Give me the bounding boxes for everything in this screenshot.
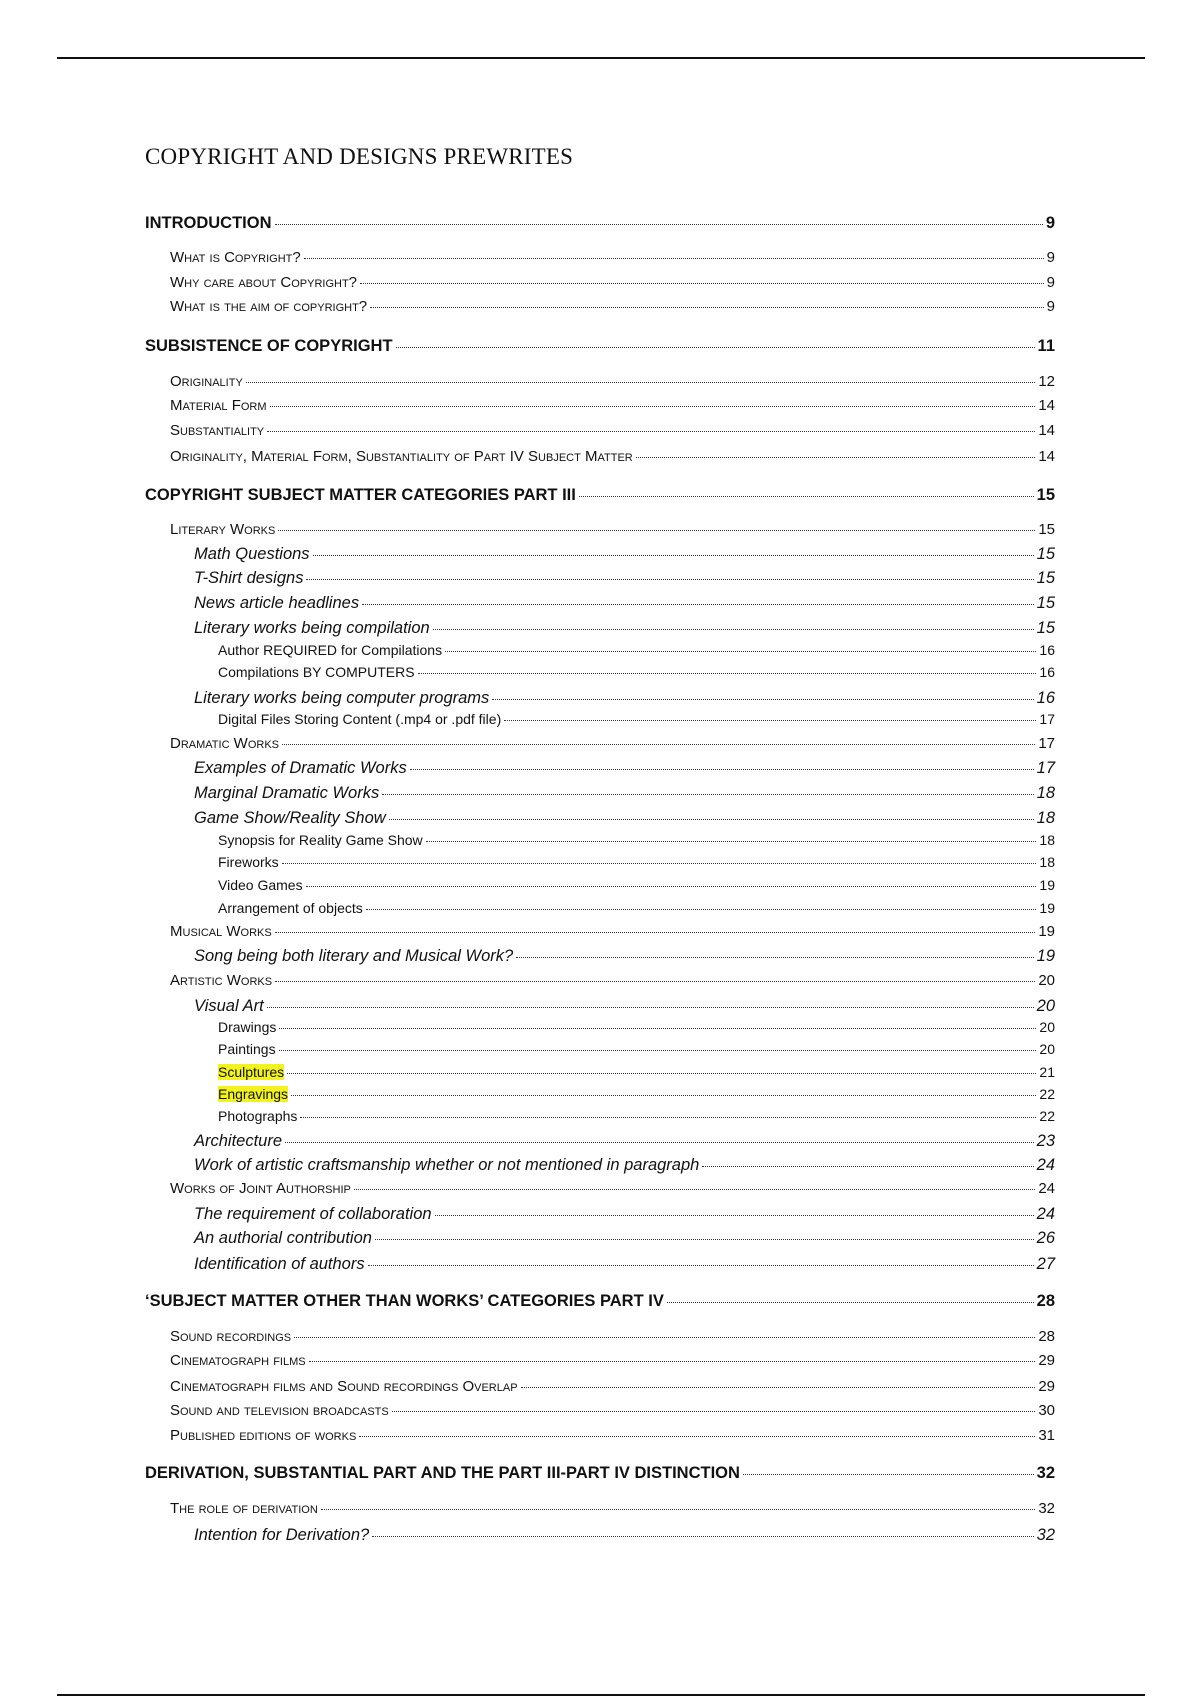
toc-entry[interactable] <box>145 1526 1055 1545</box>
dot-leader <box>426 841 1037 842</box>
dot-leader <box>300 1117 1036 1118</box>
toc-entry-label: Compilations BY COMPUTERS <box>218 664 415 680</box>
dot-leader <box>275 981 1035 982</box>
toc-entry-page: 19 <box>1038 923 1055 940</box>
dot-leader <box>360 283 1044 284</box>
toc-entry[interactable] <box>145 997 1055 1016</box>
dot-leader <box>667 1302 1034 1303</box>
toc-entry-page: 32 <box>1038 1500 1055 1517</box>
dot-leader <box>275 224 1043 225</box>
toc-entry-label: Digital Files Storing Content (.mp4 or .pdf file) <box>218 711 502 727</box>
toc-entry-page: 24 <box>1036 1205 1055 1223</box>
dot-leader <box>267 431 1035 432</box>
dot-leader <box>278 530 1035 531</box>
toc-entry-label: Material Form <box>170 397 267 414</box>
toc-entry-label: Sound and television broadcasts <box>170 1402 389 1419</box>
dot-leader <box>433 629 1034 630</box>
toc-entry-page: 20 <box>1038 972 1055 989</box>
toc-entry-label: Fireworks <box>218 854 279 870</box>
toc-entry-label: The requirement of collaboration <box>194 1205 432 1223</box>
toc-entry-page: 24 <box>1036 1156 1055 1174</box>
toc-entry-label: Literary Works <box>170 521 276 538</box>
toc-entry[interactable] <box>145 1132 1055 1151</box>
toc-entry-label: Architecture <box>194 1132 283 1150</box>
toc-entry[interactable] <box>145 1427 1055 1444</box>
toc-entry-page: 29 <box>1038 1378 1055 1395</box>
toc-entry[interactable] <box>145 1180 1055 1197</box>
toc-entry-label: Substantiality <box>170 422 265 439</box>
toc-entry[interactable] <box>145 759 1055 778</box>
toc-entry-label: Cinematograph films <box>170 1352 306 1369</box>
toc-entry-page: 19 <box>1039 900 1055 916</box>
toc-entry-page: 9 <box>1046 298 1055 315</box>
toc-entry-page: 31 <box>1038 1427 1055 1444</box>
toc-entry-label: Math Questions <box>194 545 310 563</box>
toc-entry-label: Artistic Works <box>170 972 273 989</box>
toc-entry[interactable] <box>145 545 1055 564</box>
dot-leader <box>418 673 1037 674</box>
dot-leader <box>304 258 1044 259</box>
dot-leader <box>279 1050 1037 1051</box>
toc-entry-page: 20 <box>1039 1019 1055 1035</box>
toc-entry-label: Arrangement of objects <box>218 900 363 916</box>
toc-entry-label: Game Show/Reality Show <box>194 809 386 827</box>
toc-entry-page: 16 <box>1036 689 1055 707</box>
toc-entry-label: Cinematograph films and Sound recordings Overlap <box>170 1378 518 1395</box>
toc-entry-page: 22 <box>1039 1108 1055 1124</box>
toc-entry-page: 22 <box>1039 1086 1055 1102</box>
toc-entry[interactable] <box>145 711 1055 727</box>
toc-entry-label: Work of artistic craftsmanship whether or not mentioned in paragraph <box>194 1156 700 1174</box>
dot-leader <box>279 1028 1036 1029</box>
dot-leader <box>516 957 1033 958</box>
toc-entry-page: 9 <box>1046 274 1055 291</box>
dot-leader <box>396 347 1035 348</box>
toc-entry-page: 32 <box>1036 1526 1055 1544</box>
toc-entry[interactable] <box>145 486 1055 505</box>
toc-entry-page: 17 <box>1039 711 1055 727</box>
toc-entry[interactable] <box>145 569 1055 588</box>
dot-leader <box>291 1095 1036 1096</box>
toc-entry-label: Drawings <box>218 1019 277 1035</box>
toc-entry-page: 15 <box>1036 545 1055 563</box>
toc-entry[interactable] <box>145 298 1055 315</box>
toc-entry-page: 16 <box>1039 642 1055 658</box>
toc-entry[interactable] <box>145 594 1055 613</box>
toc-entry-label: Published editions of works <box>170 1427 357 1444</box>
toc-entry[interactable] <box>145 1086 1055 1102</box>
toc-entry-page: 9 <box>1046 249 1055 266</box>
dot-leader <box>287 1073 1036 1074</box>
toc-entry[interactable] <box>145 1108 1055 1124</box>
toc-entry-page: 15 <box>1038 521 1055 538</box>
toc-entry[interactable] <box>145 832 1055 848</box>
toc-entry-page: 14 <box>1038 448 1055 465</box>
toc-entry-page: 15 <box>1036 569 1055 587</box>
toc-entry-label: Sound recordings <box>170 1328 292 1345</box>
dot-leader <box>636 457 1036 458</box>
toc-entry-page: 15 <box>1036 486 1055 504</box>
dot-leader <box>370 307 1044 308</box>
bottom-rule <box>57 1694 1145 1696</box>
toc-entry[interactable] <box>145 1019 1055 1035</box>
toc-entry[interactable] <box>145 689 1055 708</box>
toc-entry-label: Visual Art <box>194 997 264 1015</box>
toc-entry-page: 27 <box>1036 1255 1055 1273</box>
dot-leader <box>285 1142 1034 1143</box>
toc-entry[interactable] <box>145 619 1055 638</box>
toc-entry-page: 15 <box>1036 619 1055 637</box>
dot-leader <box>410 769 1034 770</box>
toc-entry-label: An authorial contribution <box>194 1229 372 1247</box>
toc-entry[interactable] <box>145 397 1055 414</box>
toc-entry-label: What is the aim of copyright? <box>170 298 368 315</box>
dot-leader <box>743 1474 1034 1475</box>
toc-entry-label: Paintings <box>218 1041 276 1057</box>
dot-leader <box>366 909 1037 910</box>
dot-leader <box>504 720 1036 721</box>
toc-entry-label: INTRODUCTION <box>145 214 272 232</box>
dot-leader <box>389 819 1034 820</box>
dot-leader <box>702 1166 1033 1167</box>
dot-leader <box>354 1189 1035 1190</box>
dot-leader <box>368 1265 1034 1266</box>
toc-entry-label: Works of Joint Authorship <box>170 1180 351 1197</box>
toc-entry-page: 20 <box>1036 997 1055 1015</box>
toc-entry-page: 12 <box>1038 373 1055 390</box>
toc-entry-page: 18 <box>1036 809 1055 827</box>
toc-entry-label: Author REQUIRED for Compilations <box>218 642 443 658</box>
dot-leader <box>321 1509 1036 1510</box>
toc-entry-label: Synopsis for Reality Game Show <box>218 832 423 848</box>
toc-entry-page: 24 <box>1038 1180 1055 1197</box>
toc-entry-label: Song being both literary and Musical Work? <box>194 947 514 965</box>
toc-entry[interactable] <box>145 337 1055 356</box>
toc-entry[interactable] <box>145 642 1055 658</box>
toc-entry[interactable] <box>145 1205 1055 1224</box>
toc-entry-label: Video Games <box>218 877 303 893</box>
top-rule <box>57 57 1145 59</box>
toc-entry-label: Dramatic Works <box>170 735 280 752</box>
toc-entry[interactable] <box>145 1500 1055 1517</box>
dot-leader <box>282 863 1037 864</box>
toc-entry[interactable] <box>145 1255 1055 1274</box>
toc-entry-page: 16 <box>1039 664 1055 680</box>
dot-leader <box>521 1387 1036 1388</box>
toc-entry[interactable] <box>145 809 1055 828</box>
toc-entry[interactable] <box>145 1378 1055 1395</box>
dot-leader <box>375 1239 1034 1240</box>
toc-entry-page: 15 <box>1036 594 1055 612</box>
toc-entry-page: 28 <box>1036 1292 1055 1310</box>
toc-entry[interactable] <box>145 214 1055 233</box>
dot-leader <box>294 1337 1035 1338</box>
toc-entry-label: Identification of authors <box>194 1255 365 1273</box>
toc-entry-page: 30 <box>1038 1402 1055 1419</box>
toc-entry-page: 29 <box>1038 1352 1055 1369</box>
toc-entry-page: 23 <box>1036 1132 1055 1150</box>
toc-entry[interactable] <box>145 1156 1055 1175</box>
toc-entry-page: 9 <box>1045 214 1055 232</box>
toc-entry[interactable] <box>145 664 1055 680</box>
toc-entry[interactable] <box>145 448 1055 465</box>
toc-entry[interactable] <box>145 274 1055 291</box>
toc-entry[interactable] <box>145 249 1055 266</box>
toc-entry-page: 19 <box>1036 947 1055 965</box>
dot-leader <box>435 1215 1034 1216</box>
toc-entry-page: 17 <box>1036 759 1055 777</box>
toc-entry[interactable] <box>145 947 1055 966</box>
toc-entry-page: 18 <box>1039 854 1055 870</box>
dot-leader <box>492 699 1033 700</box>
toc-entry-label: Engravings <box>218 1086 289 1102</box>
toc-entry[interactable] <box>145 373 1055 390</box>
toc-entry-page: 21 <box>1039 1064 1055 1080</box>
toc-entry-label: Why care about Copyright? <box>170 274 358 291</box>
toc-entry[interactable] <box>145 521 1055 538</box>
toc-entry[interactable] <box>145 1352 1055 1369</box>
toc-entry-label: The role of derivation <box>170 1500 318 1517</box>
toc-entry-page: 20 <box>1039 1041 1055 1057</box>
toc-entry-label: ‘SUBJECT MATTER OTHER THAN WORKS’ CATEGORIES PART IV <box>145 1292 664 1310</box>
toc-entry-label: Originality, Material Form, Substantiality of Part IV Subject Matter <box>170 448 633 465</box>
dot-leader <box>579 496 1034 497</box>
dot-leader <box>306 886 1037 887</box>
toc-entry-label: T-Shirt designs <box>194 569 304 587</box>
toc-entry[interactable] <box>145 422 1055 439</box>
dot-leader <box>270 406 1036 407</box>
dot-leader <box>372 1536 1033 1537</box>
dot-leader <box>267 1007 1034 1008</box>
toc-entry-label: Marginal Dramatic Works <box>194 784 380 802</box>
toc-entry[interactable] <box>145 972 1055 989</box>
dot-leader <box>313 555 1034 556</box>
toc-entry-page: 11 <box>1037 337 1055 355</box>
toc-entry-label: What is Copyright? <box>170 249 301 266</box>
toc-entry-label: SUBSISTENCE OF COPYRIGHT <box>145 337 393 355</box>
toc-entry-label: Literary works being computer programs <box>194 689 490 707</box>
toc-entry-page: 26 <box>1036 1229 1055 1247</box>
dot-leader <box>306 579 1033 580</box>
dot-leader <box>362 604 1034 605</box>
dot-leader <box>309 1361 1036 1362</box>
toc-entry-label: COPYRIGHT SUBJECT MATTER CATEGORIES PART III <box>145 486 576 504</box>
dot-leader <box>275 932 1036 933</box>
dot-leader <box>359 1436 1035 1437</box>
toc-entry[interactable] <box>145 1041 1055 1057</box>
toc-entry-label: Photographs <box>218 1108 298 1124</box>
toc-entry-label: Musical Works <box>170 923 272 940</box>
dot-leader <box>445 651 1036 652</box>
toc-entry-page: 14 <box>1038 397 1055 414</box>
toc-entry-label: Intention for Derivation? <box>194 1526 370 1544</box>
dot-leader <box>246 382 1036 383</box>
toc-entry[interactable] <box>145 1328 1055 1345</box>
toc-entry[interactable] <box>145 1292 1055 1311</box>
toc-entry-page: 18 <box>1036 784 1055 802</box>
toc-entry[interactable] <box>145 923 1055 940</box>
toc-entry-label: DERIVATION, SUBSTANTIAL PART AND THE PART III-PART IV DISTINCTION <box>145 1464 740 1482</box>
toc-entry-page: 18 <box>1039 832 1055 848</box>
toc-entry-label: News article headlines <box>194 594 360 612</box>
page-title: COPYRIGHT AND DESIGNS PREWRITES <box>145 144 574 169</box>
toc-entry[interactable] <box>145 1402 1055 1419</box>
toc-entry[interactable] <box>145 854 1055 870</box>
toc-entry-page: 19 <box>1039 877 1055 893</box>
toc-entry[interactable] <box>145 1229 1055 1248</box>
toc-entry-label: Sculptures <box>218 1064 285 1080</box>
dot-leader <box>282 744 1035 745</box>
toc-entry-label: Literary works being compilation <box>194 619 430 637</box>
toc-entry[interactable] <box>145 877 1055 893</box>
toc-entry-label: Originality <box>170 373 243 390</box>
toc-entry-page: 28 <box>1038 1328 1055 1345</box>
toc-entry[interactable] <box>145 1464 1055 1483</box>
toc-entry-page: 14 <box>1038 422 1055 439</box>
dot-leader <box>392 1411 1036 1412</box>
toc-entry-page: 32 <box>1036 1464 1055 1482</box>
toc-entry[interactable] <box>145 784 1055 803</box>
toc-entry-label: Examples of Dramatic Works <box>194 759 407 777</box>
toc-entry[interactable] <box>145 900 1055 916</box>
toc-entry[interactable] <box>145 1064 1055 1080</box>
dot-leader <box>382 794 1033 795</box>
toc-entry-page: 17 <box>1038 735 1055 752</box>
toc-entry[interactable] <box>145 735 1055 752</box>
